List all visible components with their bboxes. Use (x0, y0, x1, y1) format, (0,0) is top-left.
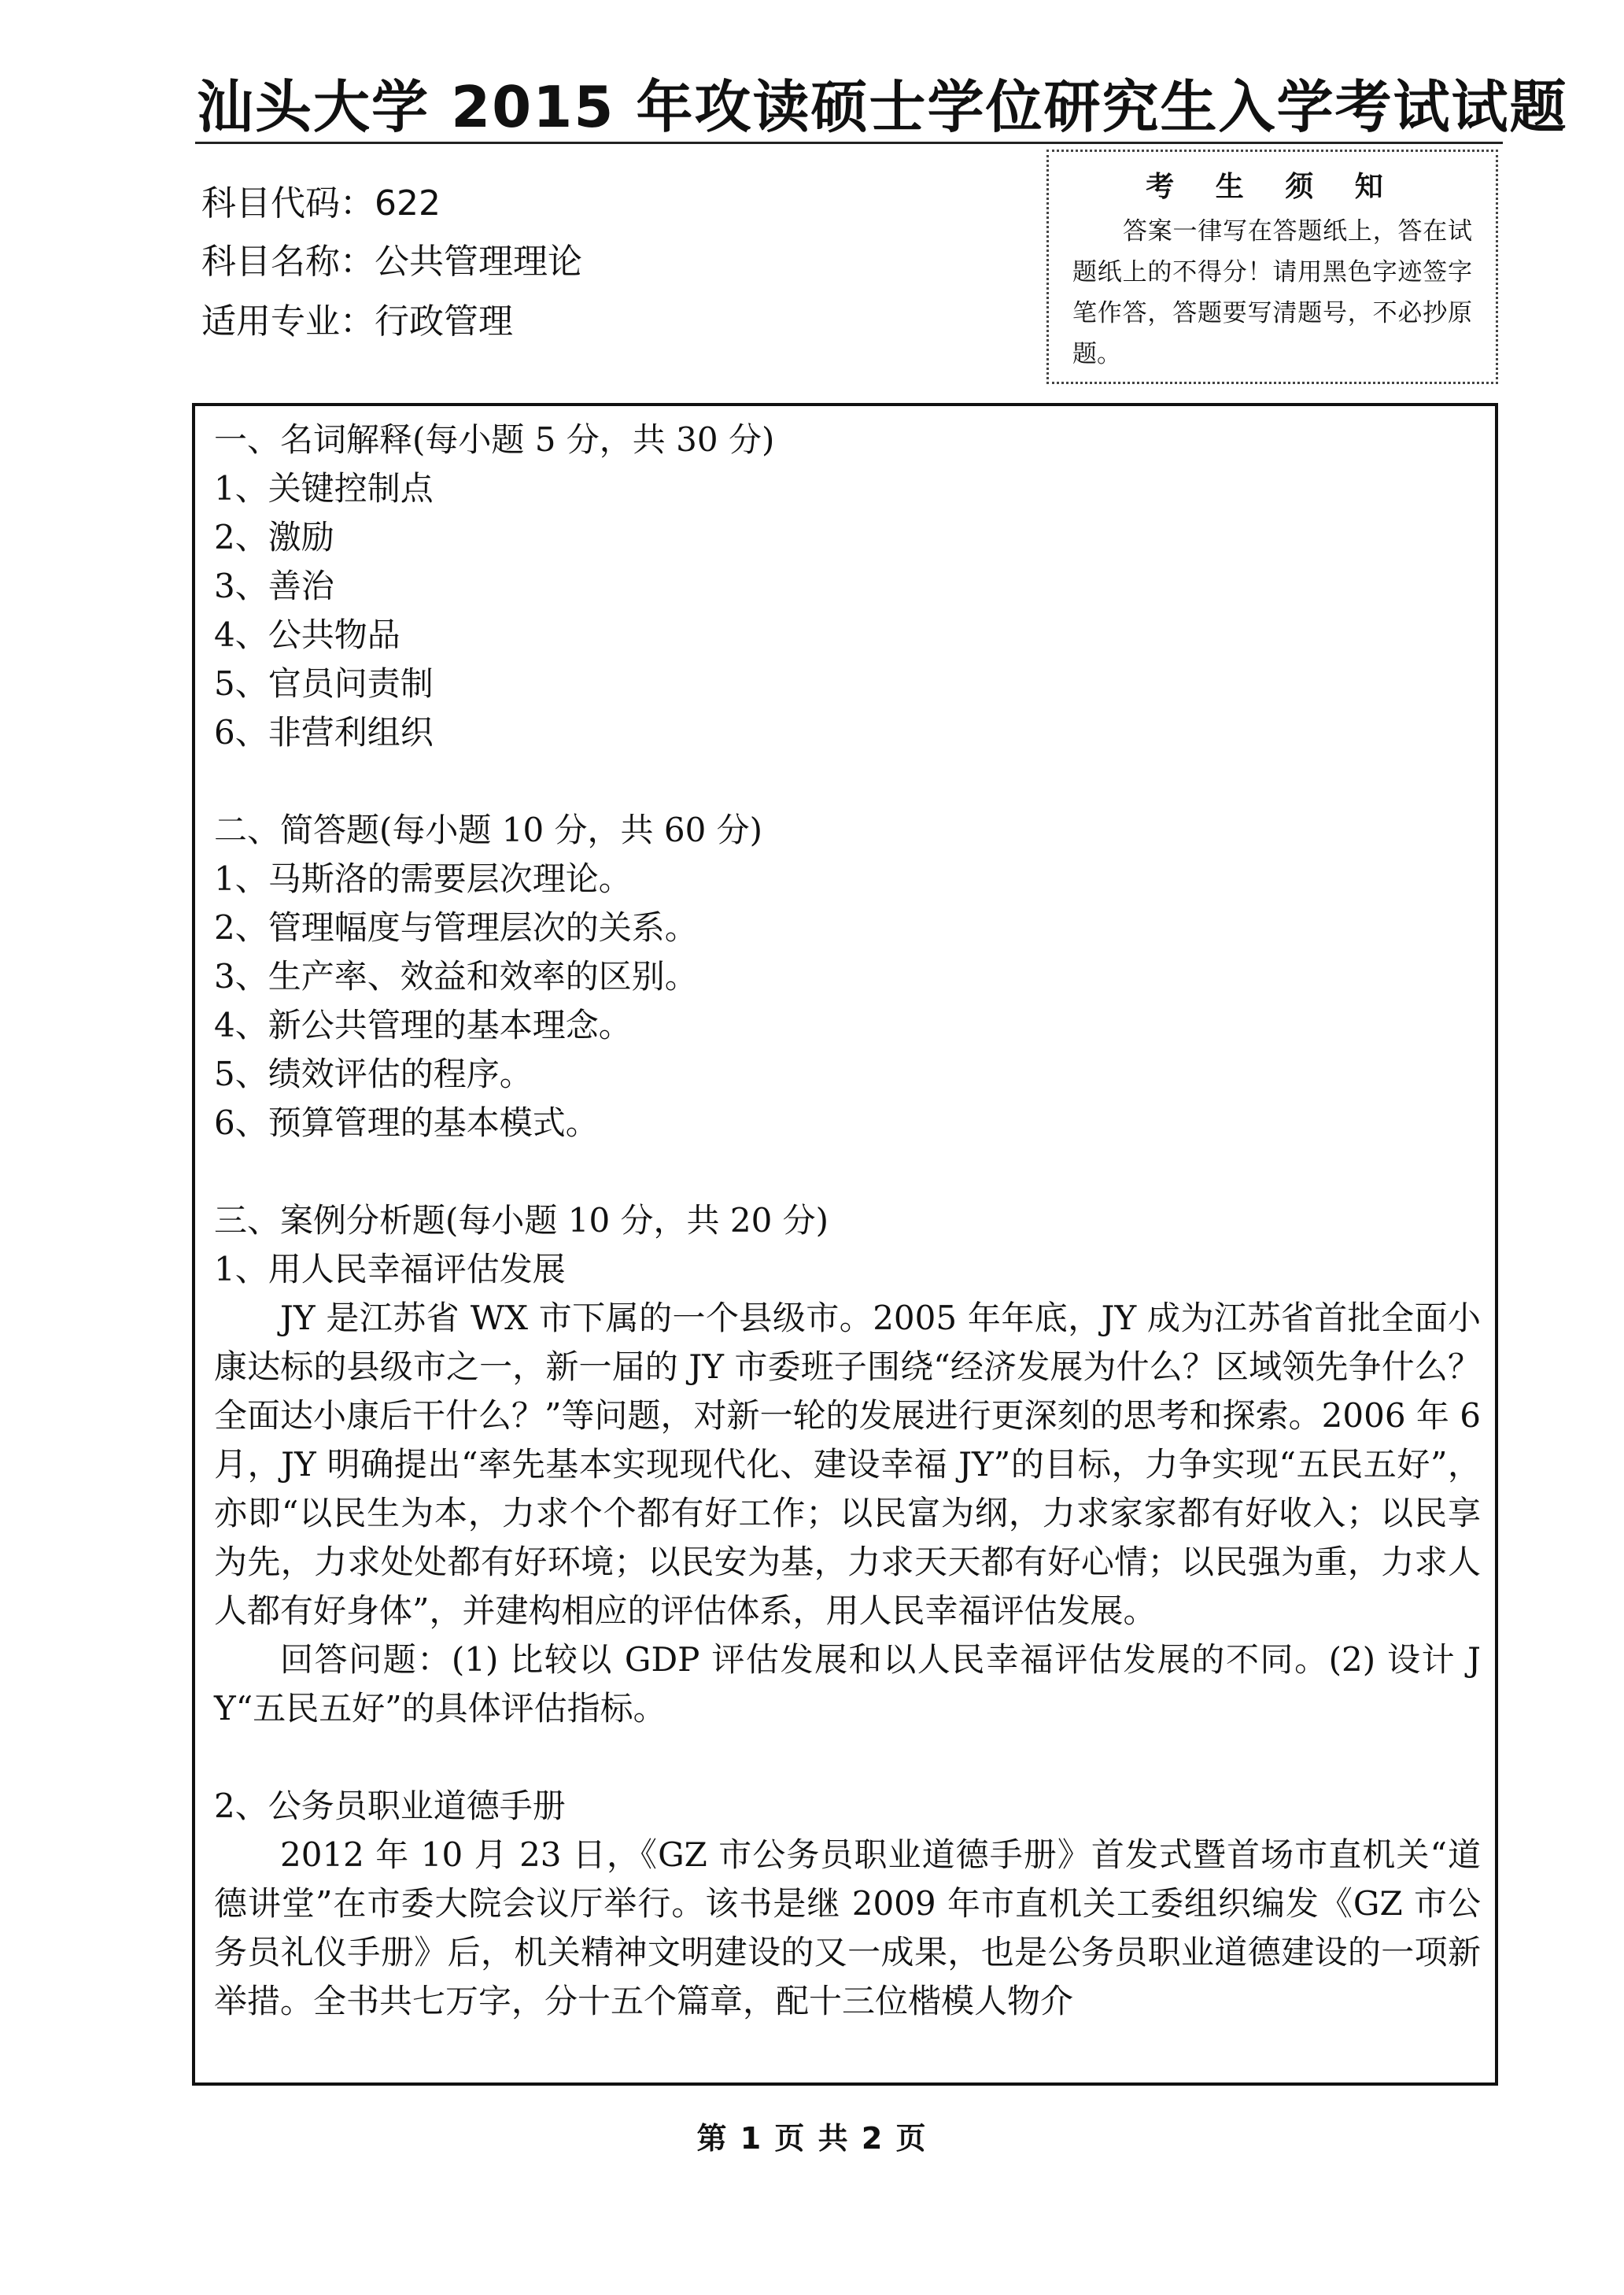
case-paragraph: JY 是江苏省 WX 市下属的一个县级市。2005 年年底，JY 成为江苏省首批全面小康达标的县级市之一，新一届的 JY 市委班子围绕“经济发展为什么？区域领先争什么？全面达小康后干什么？”等问题，对新一轮的发展进行更深刻的思考和探索。2006 年 6 月，JY 明确提出“率先基本实现现代化、建设幸福 JY”的目标，力争实现“五民五好”，亦即“以民生为本，力求个个都有好工作；以民富为纲，力求家家都有好收入；以民享为先，力求处处都有好环境；以民安为基，力求天天都有好心情；以民强为重，力求人人都有好身体”，并建构相应的评估体系，用人民幸福评估发展。 (214, 1299, 1481, 1630)
list-item: 6、非营利组织 (214, 713, 434, 752)
notice-body: 答案一律写在答题纸上，答在试题纸上的不得分！请用黑色字迹签字笔作答，答题要写清题号，不必抄原题。 (1072, 217, 1472, 368)
case-title: 1、用人民幸福评估发展 (214, 1250, 566, 1288)
section-heading: 三、案例分析题(每小题 10 分，共 20 分) (214, 1201, 829, 1240)
page-number: 第 1 页 共 2 页 (696, 2121, 928, 2156)
section-heading: 二、简答题(每小题 10 分，共 60 分) (214, 811, 763, 849)
list-item: 2、激励 (214, 518, 334, 556)
list-item: 5、官员问责制 (214, 664, 434, 703)
list-item: 6、预算管理的基本模式。 (214, 1103, 599, 1142)
notice-title: 考 生 须 知 (1146, 171, 1399, 203)
section-heading: 一、名词解释(每小题 5 分，共 30 分) (214, 420, 775, 459)
list-item: 2、管理幅度与管理层次的关系。 (214, 908, 698, 947)
list-item: 3、生产率、效益和效率的区别。 (214, 957, 698, 996)
list-item: 3、善治 (214, 567, 334, 605)
list-item: 5、绩效评估的程序。 (214, 1055, 533, 1093)
list-item: 1、马斯洛的需要层次理论。 (214, 859, 632, 898)
list-item: 1、关键控制点 (214, 469, 434, 508)
case-title: 2、公务员职业道德手册 (214, 1787, 566, 1825)
title-divider (195, 142, 1503, 144)
subject-name: 科目名称：公共管理理论 (201, 242, 582, 282)
exam-title: 汕头大学 2015 年攻读硕士学位研究生入学考试试题 (197, 74, 1568, 140)
list-item: 4、公共物品 (214, 615, 400, 654)
list-item: 4、新公共管理的基本理念。 (214, 1006, 632, 1044)
candidate-notice-box (1046, 150, 1498, 384)
exam-questions-box (192, 403, 1498, 2086)
case-question: 回答问题：(1) 比较以 GDP 评估发展和以人民幸福评估发展的不同。(2) 设计 JY“五民五好”的具体评估指标。 (214, 1640, 1481, 1728)
case-paragraph: 2012 年 10 月 23 日，《GZ 市公务员职业道德手册》首发式暨首场市直机关“道德讲堂”在市委大院会议厅举行。该书是继 2009 年市直机关工委组织编发《GZ 市公务员礼仪手册》后，机关精神文明建设的又一成果，也是公务员职业道德建设的一项新举措。全书共七万字，分十五个篇章，配十三位楷模人物介 (214, 1835, 1481, 2020)
subject-code: 科目代码：622 (201, 183, 441, 224)
applicable-major: 适用专业：行政管理 (201, 301, 513, 342)
